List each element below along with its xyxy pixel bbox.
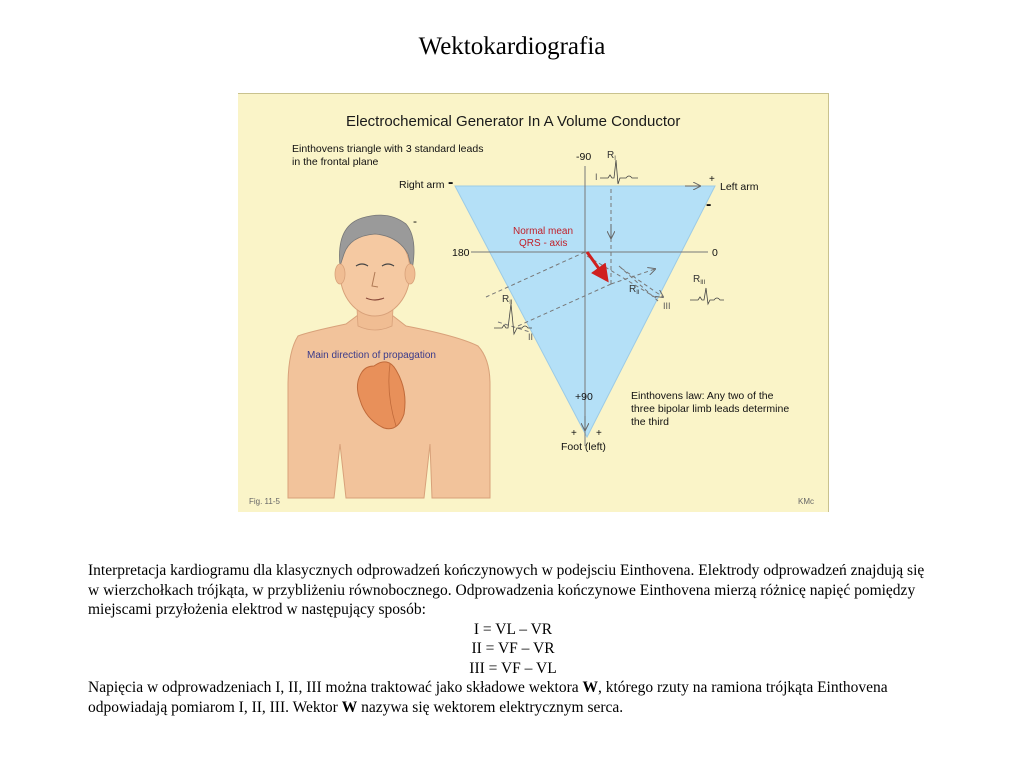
qrs-axis-label-line2: QRS - axis [519,238,568,249]
ecg-trace-III [690,288,724,304]
figure-heading: Electrochemical Generator In A Volume Conductor [346,113,681,130]
vector-symbol: W [341,698,358,716]
deg-minus90-label: -90 [576,151,592,163]
r-III-label: $R_{III}$ [693,274,706,286]
einthoven-figure [238,93,829,512]
law-line3: the third [631,416,669,428]
left-ear [335,264,345,284]
einthoven-diagram [238,94,828,512]
left-arm-label: Left arm [720,181,759,193]
vector-text-a: Napięcia w odprowadzeniach I, II, III można traktować jako składowe wektora [88,679,583,696]
r-center-label: $R_{II}$ [629,284,640,296]
propagation-label: Main direction of propagation [307,350,436,361]
deg-0-label: 0 [712,247,718,259]
body-minus: - [413,214,417,228]
deg-180-label: 180 [452,247,470,259]
right-arm-minus: - [448,174,454,191]
foot-plus-right: + [596,428,602,439]
ecg-trace-I [600,160,638,184]
left-arm-minus: - [706,196,712,213]
triangle-note-line2: in the frontal plane [292,156,379,168]
equation-lead-III: III = VF – VL [469,659,557,677]
figure-credit: KMc [798,497,814,506]
description-text [88,561,938,717]
lead-III-label: III [663,301,671,311]
equation-lead-II: II = VF – VR [471,640,555,657]
triangle-note-line1: Einthovens triangle with 3 standard leads [292,143,484,155]
vector-paragraph [88,678,938,717]
foot-plus-left: + [571,428,577,439]
r-I-label: $R_I$ [607,150,616,162]
lead-II-label: II [528,332,534,342]
page-title: Wektokardiografia [418,33,606,60]
right-ear [405,264,415,284]
equation-lead-I: I = VL – VR [473,620,553,638]
foot-label: Foot (left) [561,441,606,453]
deg-plus90-label: +90 [575,391,593,403]
qrs-axis-label-line1: Normal mean [513,226,574,237]
intro-paragraph: Interpretacja kardiogramu dla klasycznych odprowadzeń kończynowych w podejsciu Einthovena. Elektrody odprowadzeń znajdują się w wierzchołkach trójkąta, w przybliżeniu równobocznego. Odprowadzenia kończynowe Einthovena mierzą różnicę napięć pomiędzy miejscami przyłożenia elektrod w następujący sposób: [88,562,925,618]
right-arm-label: Right arm [399,179,445,191]
law-line1: Einthovens law: Any two of the [631,390,774,402]
left-arm-plus: + [709,174,715,185]
vector-symbol: W [582,679,598,696]
figure-number: Fig. 11-5 [249,497,280,506]
vector-text-c: nazywa się wektorem elektrycznym serca. [357,698,624,716]
law-line2: three bipolar limb leads determine [631,403,790,415]
lead-I-label: I [595,172,598,182]
r-II-label: $R_{II}$ [502,294,513,306]
vector-text-b: , którego rzuty na ramiona trójkąta Einthovena odpowiadają pomiarom I, II, III. Wektor [88,679,888,716]
